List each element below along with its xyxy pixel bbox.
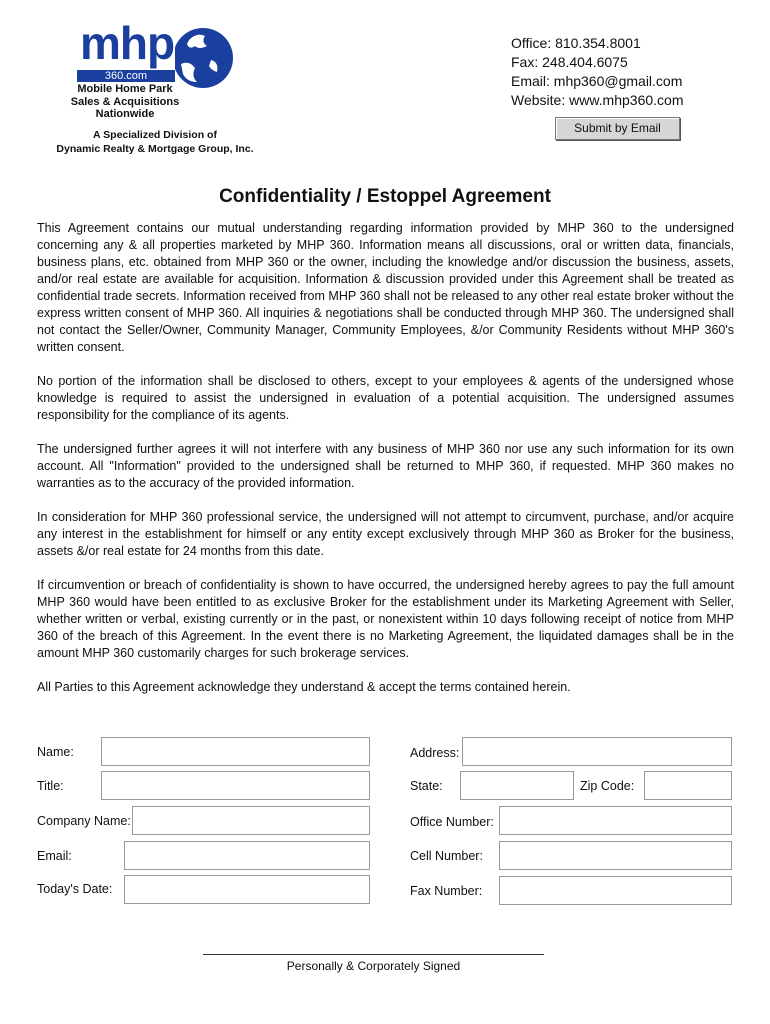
fax-number-label: Fax Number: xyxy=(410,884,483,898)
address-input[interactable] xyxy=(462,737,732,766)
paragraph-2: No portion of the information shall be disclosed to others, except to your employees & agents of the undersigned whose knowledge is required to assist the undersigned in evaluation of a potential acquisition. The undersigned assumes responsibility for the compliance of its agents. xyxy=(37,374,734,422)
name-label: Name: xyxy=(37,745,74,759)
signature-label: Personally & Corporately Signed xyxy=(286,959,461,973)
cell-number-label: Cell Number: xyxy=(410,849,483,863)
division-line-1: A Specialized Division of xyxy=(93,129,217,141)
company-logo xyxy=(50,18,260,158)
tagline-line-2: Sales & Acquisitions xyxy=(70,95,180,108)
tagline-line-1: Mobile Home Park xyxy=(77,83,173,95)
email-address: Email: mhp360@gmail.com xyxy=(511,73,683,89)
cell-number-input[interactable] xyxy=(499,841,732,870)
website-url: Website: www.mhp360.com xyxy=(511,92,684,108)
name-input[interactable] xyxy=(101,737,370,766)
todays-date-input[interactable] xyxy=(124,875,370,904)
fax-number-input[interactable] xyxy=(499,876,732,905)
paragraph-6: All Parties to this Agreement acknowledge they understand & accept the terms contained herein. xyxy=(37,680,571,694)
division-note xyxy=(50,128,260,156)
zip-code-input[interactable] xyxy=(644,771,732,800)
todays-date-label: Today's Date: xyxy=(37,882,113,896)
logo-brand: mhp xyxy=(80,17,175,69)
email-input[interactable] xyxy=(124,841,370,870)
state-input[interactable] xyxy=(460,771,574,800)
division-line-2: Dynamic Realty & Mortgage Group, Inc. xyxy=(56,143,254,155)
signature-line xyxy=(203,954,544,955)
paragraph-4: In consideration for MHP 360 professional service, the undersigned will not attempt to circumvent, purchase, and/or acquire any interest in the establishment for himself or any entity except exclusively through MHP 360 as Broker for the business, assets &/or real estate for 24 months from this date. xyxy=(37,510,734,558)
submit-by-email-button[interactable]: Submit by Email xyxy=(555,117,680,140)
address-label: Address: xyxy=(410,746,460,760)
office-phone: Office: 810.354.8001 xyxy=(511,35,641,51)
tagline-line-3: Nationwide xyxy=(95,108,155,120)
document-title: Confidentiality / Estoppel Agreement xyxy=(219,186,551,207)
contact-info xyxy=(511,34,683,110)
logo-tagline xyxy=(60,83,190,121)
email-label: Email: xyxy=(37,849,72,863)
logo-badge: 360.com xyxy=(77,70,175,82)
company-name-input[interactable] xyxy=(132,806,370,835)
agreement-body xyxy=(37,220,734,713)
paragraph-5: If circumvention or breach of confidentiality is shown to have occurred, the undersigned hereby agrees to pay the full amount MHP 360 would have been entitled to as exclusive Broker for the establishment under its Marketing Agreement with Seller, whether written or verbal, existing currently or in the past, or nonexistent within 10 days following receipt of notice from MHP 360 of the breach of this Agreement. In the event there is no Marketing Agreement, the liquidated damages shall be in the amount MHP 360 customarily charges for such brokerage services. xyxy=(37,578,734,660)
zip-code-label: Zip Code: xyxy=(580,779,635,793)
title-label: Title: xyxy=(37,779,64,793)
office-number-input[interactable] xyxy=(499,806,732,835)
title-input[interactable] xyxy=(101,771,370,800)
fax-number-text: Fax: 248.404.6075 xyxy=(511,54,628,70)
company-name-label: Company Name: xyxy=(37,814,131,828)
state-label: State: xyxy=(410,779,443,793)
paragraph-3: The undersigned further agrees it will not interfere with any business of MHP 360 nor use any such information for its own account. All "Information" provided to the undersigned shall be returned to MHP 360, if requested. MHP 360 makes no warranties as to the accuracy of the provided information. xyxy=(37,442,734,490)
office-number-label: Office Number: xyxy=(410,815,494,829)
paragraph-1: This Agreement contains our mutual understanding regarding information provided by MHP 360 to the undersigned concerning any & all properties marketed by MHP 360. Information means all discussions, oral or written data, financials, business plans, etc. obtained from MHP 360 or the owner, including the knowledge and/or discussion the business, assets, and/or real estate are available for acquisition. Information & discussion provided under this Agreement shall be treated as confidential trade secrets. Information received from MHP 360 shall not be released to any other real estate broker without the express written consent of MHP 360. All inquiries & negotiations shall be conducted through MHP 360. The undersigned shall not contact the Seller/Owner, Community Manager, Community Employees, &/or Community Residents without MHP 360's written consent. xyxy=(37,221,734,354)
